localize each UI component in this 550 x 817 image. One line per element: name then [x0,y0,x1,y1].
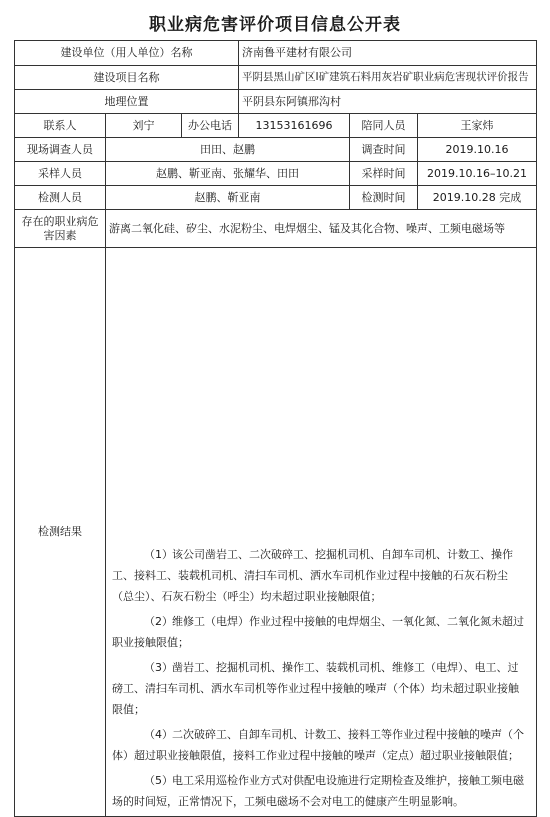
phone-value: 13153161696 [239,114,350,138]
table-row [15,66,537,90]
table-row [15,41,537,66]
unit-label: 建设单位（用人单位）名称 [15,41,239,66]
hazards-label: 存在的职业病危害因素 [15,210,106,248]
table-row [15,90,537,114]
contact-label: 联系人 [15,114,106,138]
survey-staff-value: 田田、赵鹏 [106,138,350,162]
unit-value: 济南鲁平建材有限公司 [239,41,537,66]
phone-label: 办公电话 [182,114,239,138]
testing-time-value: 2019.10.28 完成 [418,186,537,210]
table-row [15,138,537,162]
contact-value: 刘宁 [106,114,182,138]
finding-item: （4）二次破碎工、自卸车司机、计数工、接料工等作业过程中接触的噪声（个体）超过职业接触限值，接料工作业过程中接触的噪声（定点）超过职业接触限值； [112,728,524,762]
testing-staff-value: 赵鹏、靳亚南 [106,186,350,210]
location-label: 地理位置 [15,90,239,114]
finding-item: （1）该公司凿岩工、二次破碎工、挖掘机司机、自卸车司机、计数工、操作工、接料工、装载机司机、清扫车司机、洒水车司机作业过程中接触的石灰石粉尘（总尘）、石灰石粉尘（呼尘）均未超过职业接触限值； [112,548,513,603]
testing-time-label: 检测时间 [350,186,418,210]
project-value: 平阴县黑山矿区Ⅰ矿建筑石料用灰岩矿职业病危害现状评价报告 [239,66,537,90]
accompany-value: 王家炜 [418,114,537,138]
location-value: 平阴县东阿镇邢沟村 [239,90,537,114]
sampling-time-value: 2019.10.16–10.21 [418,162,537,186]
finding-item: （5）电工采用巡检作业方式对供配电设施进行定期检查及维护，接触工频电磁场的时间短，正常情况下，工频电磁场不会对电工的健康产生明显影响。 [112,774,524,808]
sampling-staff-value: 赵鹏、靳亚南、张耀华、田田 [106,162,350,186]
survey-time-label: 调查时间 [350,138,418,162]
table-row [15,186,537,210]
table-row [15,210,537,248]
finding-item: （3）凿岩工、挖掘机司机、操作工、装载机司机、维修工（电焊）、电工、过磅工、清扫车司机、洒水车司机等作业过程中接触的噪声（个体）均未超过职业接触限值； [112,661,519,716]
survey-staff-label: 现场调查人员 [15,138,106,162]
info-table [14,40,537,817]
table-row [15,162,537,186]
sampling-staff-label: 采样人员 [15,162,106,186]
results-label: 检测结果 [15,248,106,817]
page-title: 职业病危害评价项目信息公开表 [149,15,401,35]
results-content [106,248,537,817]
survey-time-value: 2019.10.16 [418,138,537,162]
finding-item: （2）维修工（电焊）作业过程中接触的电焊烟尘、一氧化氮、二氧化氮未超过职业接触限值； [112,615,524,649]
hazards-value: 游离二氧化硅、矽尘、水泥粉尘、电焊烟尘、锰及其化合物、噪声、工频电磁场等 [106,210,537,248]
blank-space [112,248,528,544]
table-row [15,114,537,138]
table-row [15,248,537,817]
accompany-label: 陪同人员 [350,114,418,138]
testing-staff-label: 检测人员 [15,186,106,210]
project-label: 建设项目名称 [15,66,239,90]
sampling-time-label: 采样时间 [350,162,418,186]
